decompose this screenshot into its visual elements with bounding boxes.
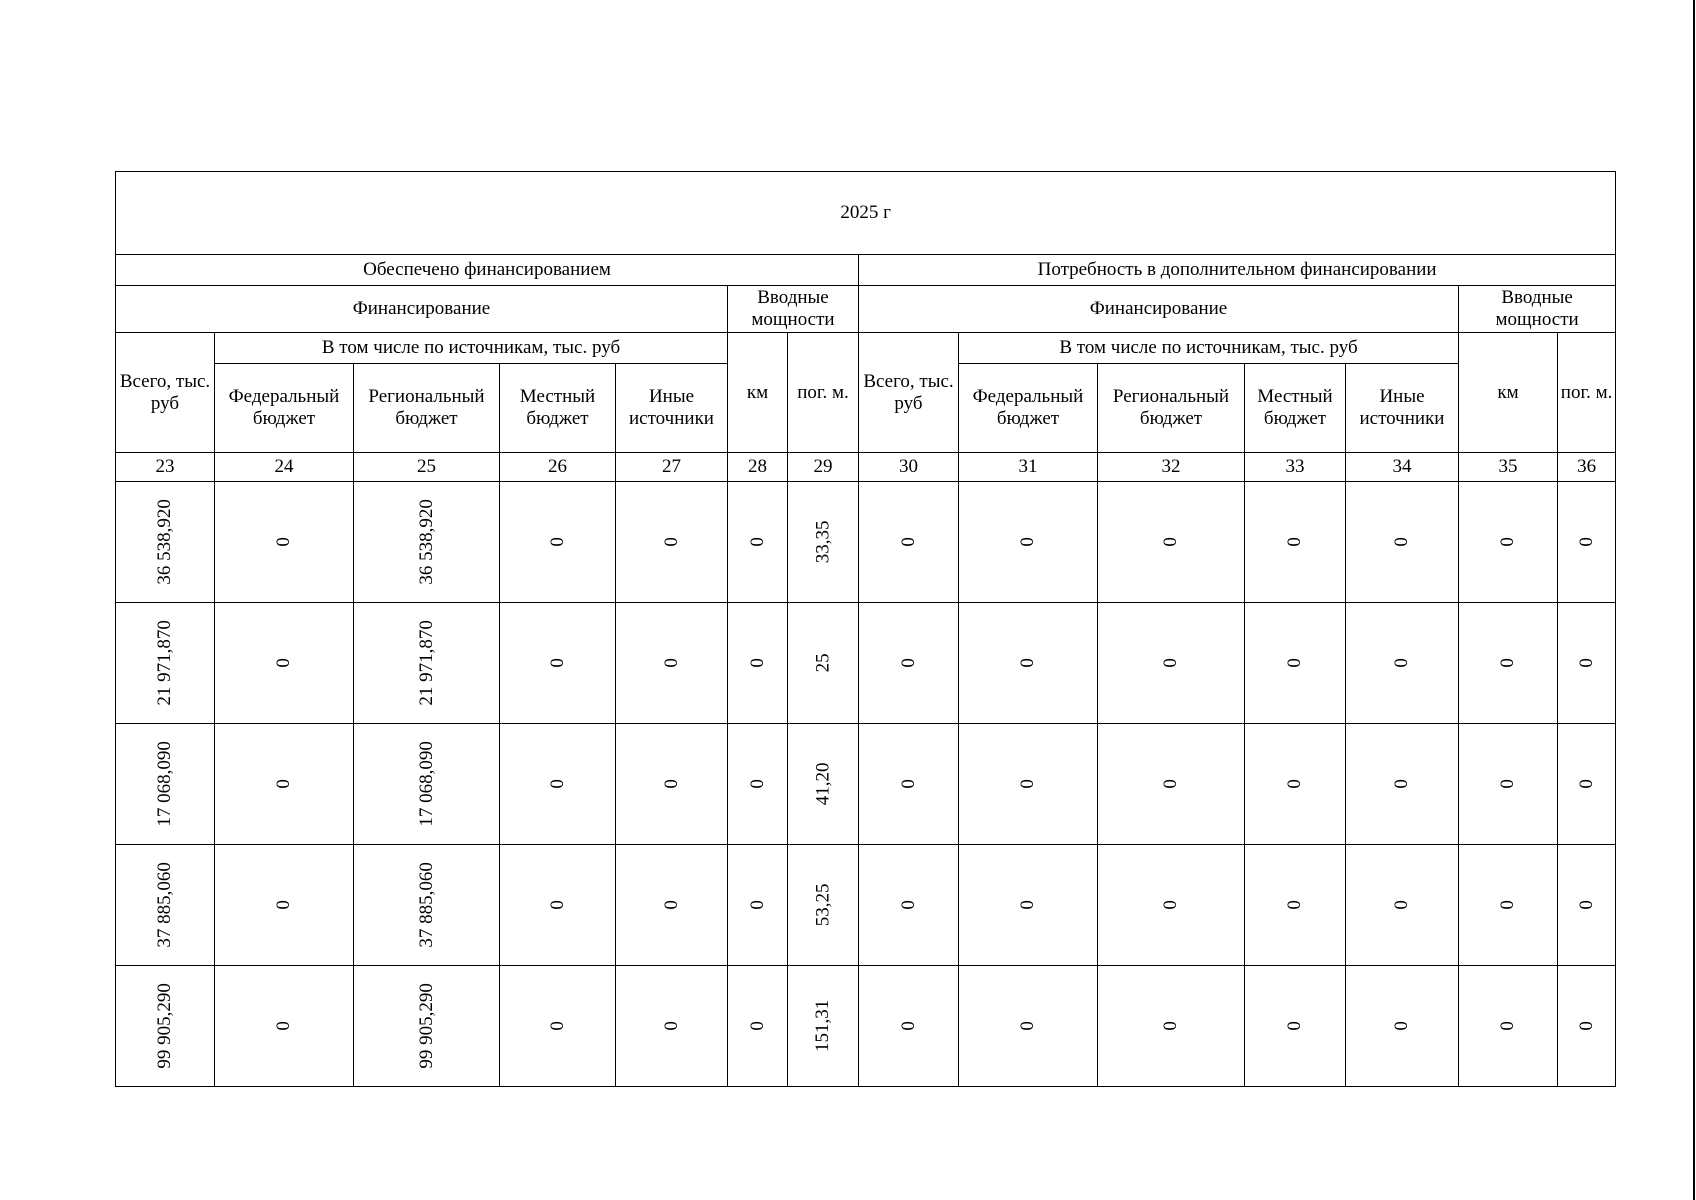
table-cell (788, 724, 859, 845)
table-cell (354, 482, 500, 603)
table-cell (500, 845, 616, 966)
cell-value: 0 (1575, 658, 1597, 668)
column-number: 30 (859, 453, 959, 482)
table-cell (1459, 845, 1558, 966)
table-cell (728, 845, 788, 966)
cell-value: 0 (273, 1021, 295, 1031)
cell-value: 99 905,290 (415, 983, 437, 1069)
table-cell (215, 724, 354, 845)
table-cell (728, 482, 788, 603)
additional-total-header: Всего, тыс. руб (859, 333, 959, 453)
table-cell (215, 603, 354, 724)
table-cell (500, 603, 616, 724)
table-row (116, 482, 1616, 603)
table-cell (354, 845, 500, 966)
cell-value: 0 (746, 1021, 768, 1031)
table-cell (1459, 966, 1558, 1087)
table-cell (959, 966, 1098, 1087)
cell-value: 0 (746, 900, 768, 910)
cell-value: 0 (897, 658, 919, 668)
table-cell (1346, 966, 1459, 1087)
column-number: 32 (1098, 453, 1245, 482)
table-cell (1098, 845, 1245, 966)
table-cell (959, 482, 1098, 603)
table-cell (1098, 482, 1245, 603)
additional-capacity-subheader: Вводные мощности (1459, 286, 1616, 333)
table-cell (859, 966, 959, 1087)
table-cell (859, 482, 959, 603)
cell-value: 0 (1160, 1021, 1182, 1031)
additional-sources-header: В том числе по источникам, тыс. руб (959, 333, 1459, 364)
secured-km-header: км (728, 333, 788, 453)
table-cell (1558, 603, 1616, 724)
table-cell (616, 966, 728, 1087)
table-row (116, 966, 1616, 1087)
secured-local-header: Местный бюджет (500, 364, 616, 453)
table-row (116, 603, 1616, 724)
table-cell (500, 724, 616, 845)
cell-value: 37 885,060 (154, 862, 176, 948)
cell-value: 0 (897, 537, 919, 547)
column-number: 26 (500, 453, 616, 482)
cell-value: 0 (1160, 900, 1182, 910)
table-row (116, 845, 1616, 966)
cell-value: 0 (746, 537, 768, 547)
table-cell (1346, 724, 1459, 845)
table-cell (1098, 603, 1245, 724)
column-number: 34 (1346, 453, 1459, 482)
table-cell (1558, 966, 1616, 1087)
table-cell (788, 966, 859, 1087)
cell-value: 0 (897, 779, 919, 789)
table-cell (959, 724, 1098, 845)
cell-value: 0 (660, 658, 682, 668)
table-cell (1098, 966, 1245, 1087)
secured-sources-header: В том числе по источникам, тыс. руб (215, 333, 728, 364)
cell-value: 0 (273, 779, 295, 789)
table-cell (1245, 724, 1346, 845)
table-cell (859, 603, 959, 724)
additional-km-header: км (1459, 333, 1558, 453)
column-number: 23 (116, 453, 215, 482)
cell-value: 0 (897, 900, 919, 910)
table-cell (959, 603, 1098, 724)
cell-value: 0 (1575, 537, 1597, 547)
table-cell (859, 724, 959, 845)
column-number: 29 (788, 453, 859, 482)
additional-local-header: Местный бюджет (1245, 364, 1346, 453)
table-cell (616, 845, 728, 966)
table-cell (116, 603, 215, 724)
cell-value: 17 068,090 (415, 741, 437, 827)
table-cell (116, 724, 215, 845)
cell-value: 0 (746, 779, 768, 789)
table-cell (1245, 482, 1346, 603)
table-cell (1346, 482, 1459, 603)
additional-pog-m-header: пог. м. (1558, 333, 1616, 453)
table-cell (215, 966, 354, 1087)
cell-value: 0 (1391, 1021, 1413, 1031)
cell-value: 25 (812, 653, 834, 673)
cell-value: 0 (1284, 658, 1306, 668)
table-cell (1558, 845, 1616, 966)
table-cell (215, 845, 354, 966)
table-cell (788, 482, 859, 603)
cell-value: 0 (273, 658, 295, 668)
table-cell (728, 603, 788, 724)
cell-value: 0 (1284, 537, 1306, 547)
cell-value: 0 (660, 1021, 682, 1031)
financing-table (115, 171, 1616, 1087)
table-cell (354, 724, 500, 845)
column-number: 31 (959, 453, 1098, 482)
table-body (116, 482, 1616, 1087)
cell-value: 0 (1391, 779, 1413, 789)
additional-financing-header: Потребность в дополнительном финансировании (859, 255, 1616, 286)
column-number: 25 (354, 453, 500, 482)
table-cell (116, 845, 215, 966)
column-numbers-row (116, 453, 1616, 482)
column-number: 28 (728, 453, 788, 482)
table-cell (788, 845, 859, 966)
cell-value: 0 (660, 900, 682, 910)
cell-value: 0 (1391, 658, 1413, 668)
cell-value: 0 (1391, 537, 1413, 547)
cell-value: 0 (1017, 779, 1039, 789)
table-cell (1459, 603, 1558, 724)
cell-value: 21 971,870 (154, 620, 176, 706)
secured-capacity-subheader: Вводные мощности (728, 286, 859, 333)
cell-value: 0 (546, 537, 568, 547)
secured-total-header: Всего, тыс. руб (116, 333, 215, 453)
cell-value: 0 (273, 900, 295, 910)
cell-value: 0 (1017, 537, 1039, 547)
table-cell (728, 966, 788, 1087)
secured-pog-m-header: пог. м. (788, 333, 859, 453)
cell-value: 0 (660, 537, 682, 547)
table-cell (1558, 482, 1616, 603)
table-cell (959, 845, 1098, 966)
cell-value: 0 (1575, 900, 1597, 910)
cell-value: 0 (897, 1021, 919, 1031)
table-cell (1245, 845, 1346, 966)
cell-value: 0 (1017, 900, 1039, 910)
cell-value: 0 (1160, 537, 1182, 547)
table-cell (616, 482, 728, 603)
cell-value: 99 905,290 (154, 983, 176, 1069)
table-cell (354, 966, 500, 1087)
table-cell (1346, 603, 1459, 724)
table-cell (500, 966, 616, 1087)
table-cell (1245, 603, 1346, 724)
cell-value: 0 (273, 537, 295, 547)
cell-value: 53,25 (812, 883, 834, 927)
cell-value: 0 (1575, 779, 1597, 789)
column-number: 36 (1558, 453, 1616, 482)
table-row (116, 724, 1616, 845)
cell-value: 0 (546, 900, 568, 910)
cell-value: 0 (1497, 1021, 1519, 1031)
cell-value: 0 (1160, 779, 1182, 789)
secured-financing-header: Обеспечено финансированием (116, 255, 859, 286)
cell-value: 0 (1391, 900, 1413, 910)
cell-value: 0 (1497, 900, 1519, 910)
column-number: 35 (1459, 453, 1558, 482)
table-cell (1098, 724, 1245, 845)
secured-regional-header: Региональный бюджет (354, 364, 500, 453)
table-cell (788, 603, 859, 724)
table-cell (1346, 845, 1459, 966)
cell-value: 0 (1284, 900, 1306, 910)
cell-value: 0 (546, 1021, 568, 1031)
table-cell (616, 724, 728, 845)
cell-value: 0 (1497, 658, 1519, 668)
table-cell (215, 482, 354, 603)
additional-regional-header: Региональный бюджет (1098, 364, 1245, 453)
cell-value: 36 538,920 (415, 499, 437, 585)
year-header: 2025 г (116, 172, 1616, 255)
cell-value: 41,20 (812, 762, 834, 806)
cell-value: 33,35 (812, 520, 834, 564)
cell-value: 36 538,920 (154, 499, 176, 585)
additional-other-header: Иные источники (1346, 364, 1459, 453)
table-cell (116, 482, 215, 603)
table-cell (859, 845, 959, 966)
table-cell (616, 603, 728, 724)
table-cell (354, 603, 500, 724)
table-cell (1459, 482, 1558, 603)
cell-value: 0 (746, 658, 768, 668)
cell-value: 17 068,090 (154, 741, 176, 827)
table-cell (1459, 724, 1558, 845)
column-number: 27 (616, 453, 728, 482)
cell-value: 21 971,870 (415, 620, 437, 706)
cell-value: 151,31 (812, 999, 834, 1053)
cell-value: 0 (1497, 779, 1519, 789)
secured-federal-header: Федеральный бюджет (215, 364, 354, 453)
cell-value: 37 885,060 (415, 862, 437, 948)
cell-value: 0 (1497, 537, 1519, 547)
table-cell (1245, 966, 1346, 1087)
page-edge-line (1693, 0, 1695, 1200)
secured-other-header: Иные источники (616, 364, 728, 453)
cell-value: 0 (546, 779, 568, 789)
table-cell (1558, 724, 1616, 845)
secured-financing-subheader: Финансирование (116, 286, 728, 333)
cell-value: 0 (1284, 779, 1306, 789)
cell-value: 0 (1575, 1021, 1597, 1031)
cell-value: 0 (1160, 658, 1182, 668)
table-cell (500, 482, 616, 603)
column-number: 33 (1245, 453, 1346, 482)
cell-value: 0 (1017, 658, 1039, 668)
additional-financing-subheader: Финансирование (859, 286, 1459, 333)
table-cell (728, 724, 788, 845)
cell-value: 0 (546, 658, 568, 668)
table-cell (116, 966, 215, 1087)
cell-value: 0 (1017, 1021, 1039, 1031)
additional-federal-header: Федеральный бюджет (959, 364, 1098, 453)
cell-value: 0 (660, 779, 682, 789)
cell-value: 0 (1284, 1021, 1306, 1031)
column-number: 24 (215, 453, 354, 482)
